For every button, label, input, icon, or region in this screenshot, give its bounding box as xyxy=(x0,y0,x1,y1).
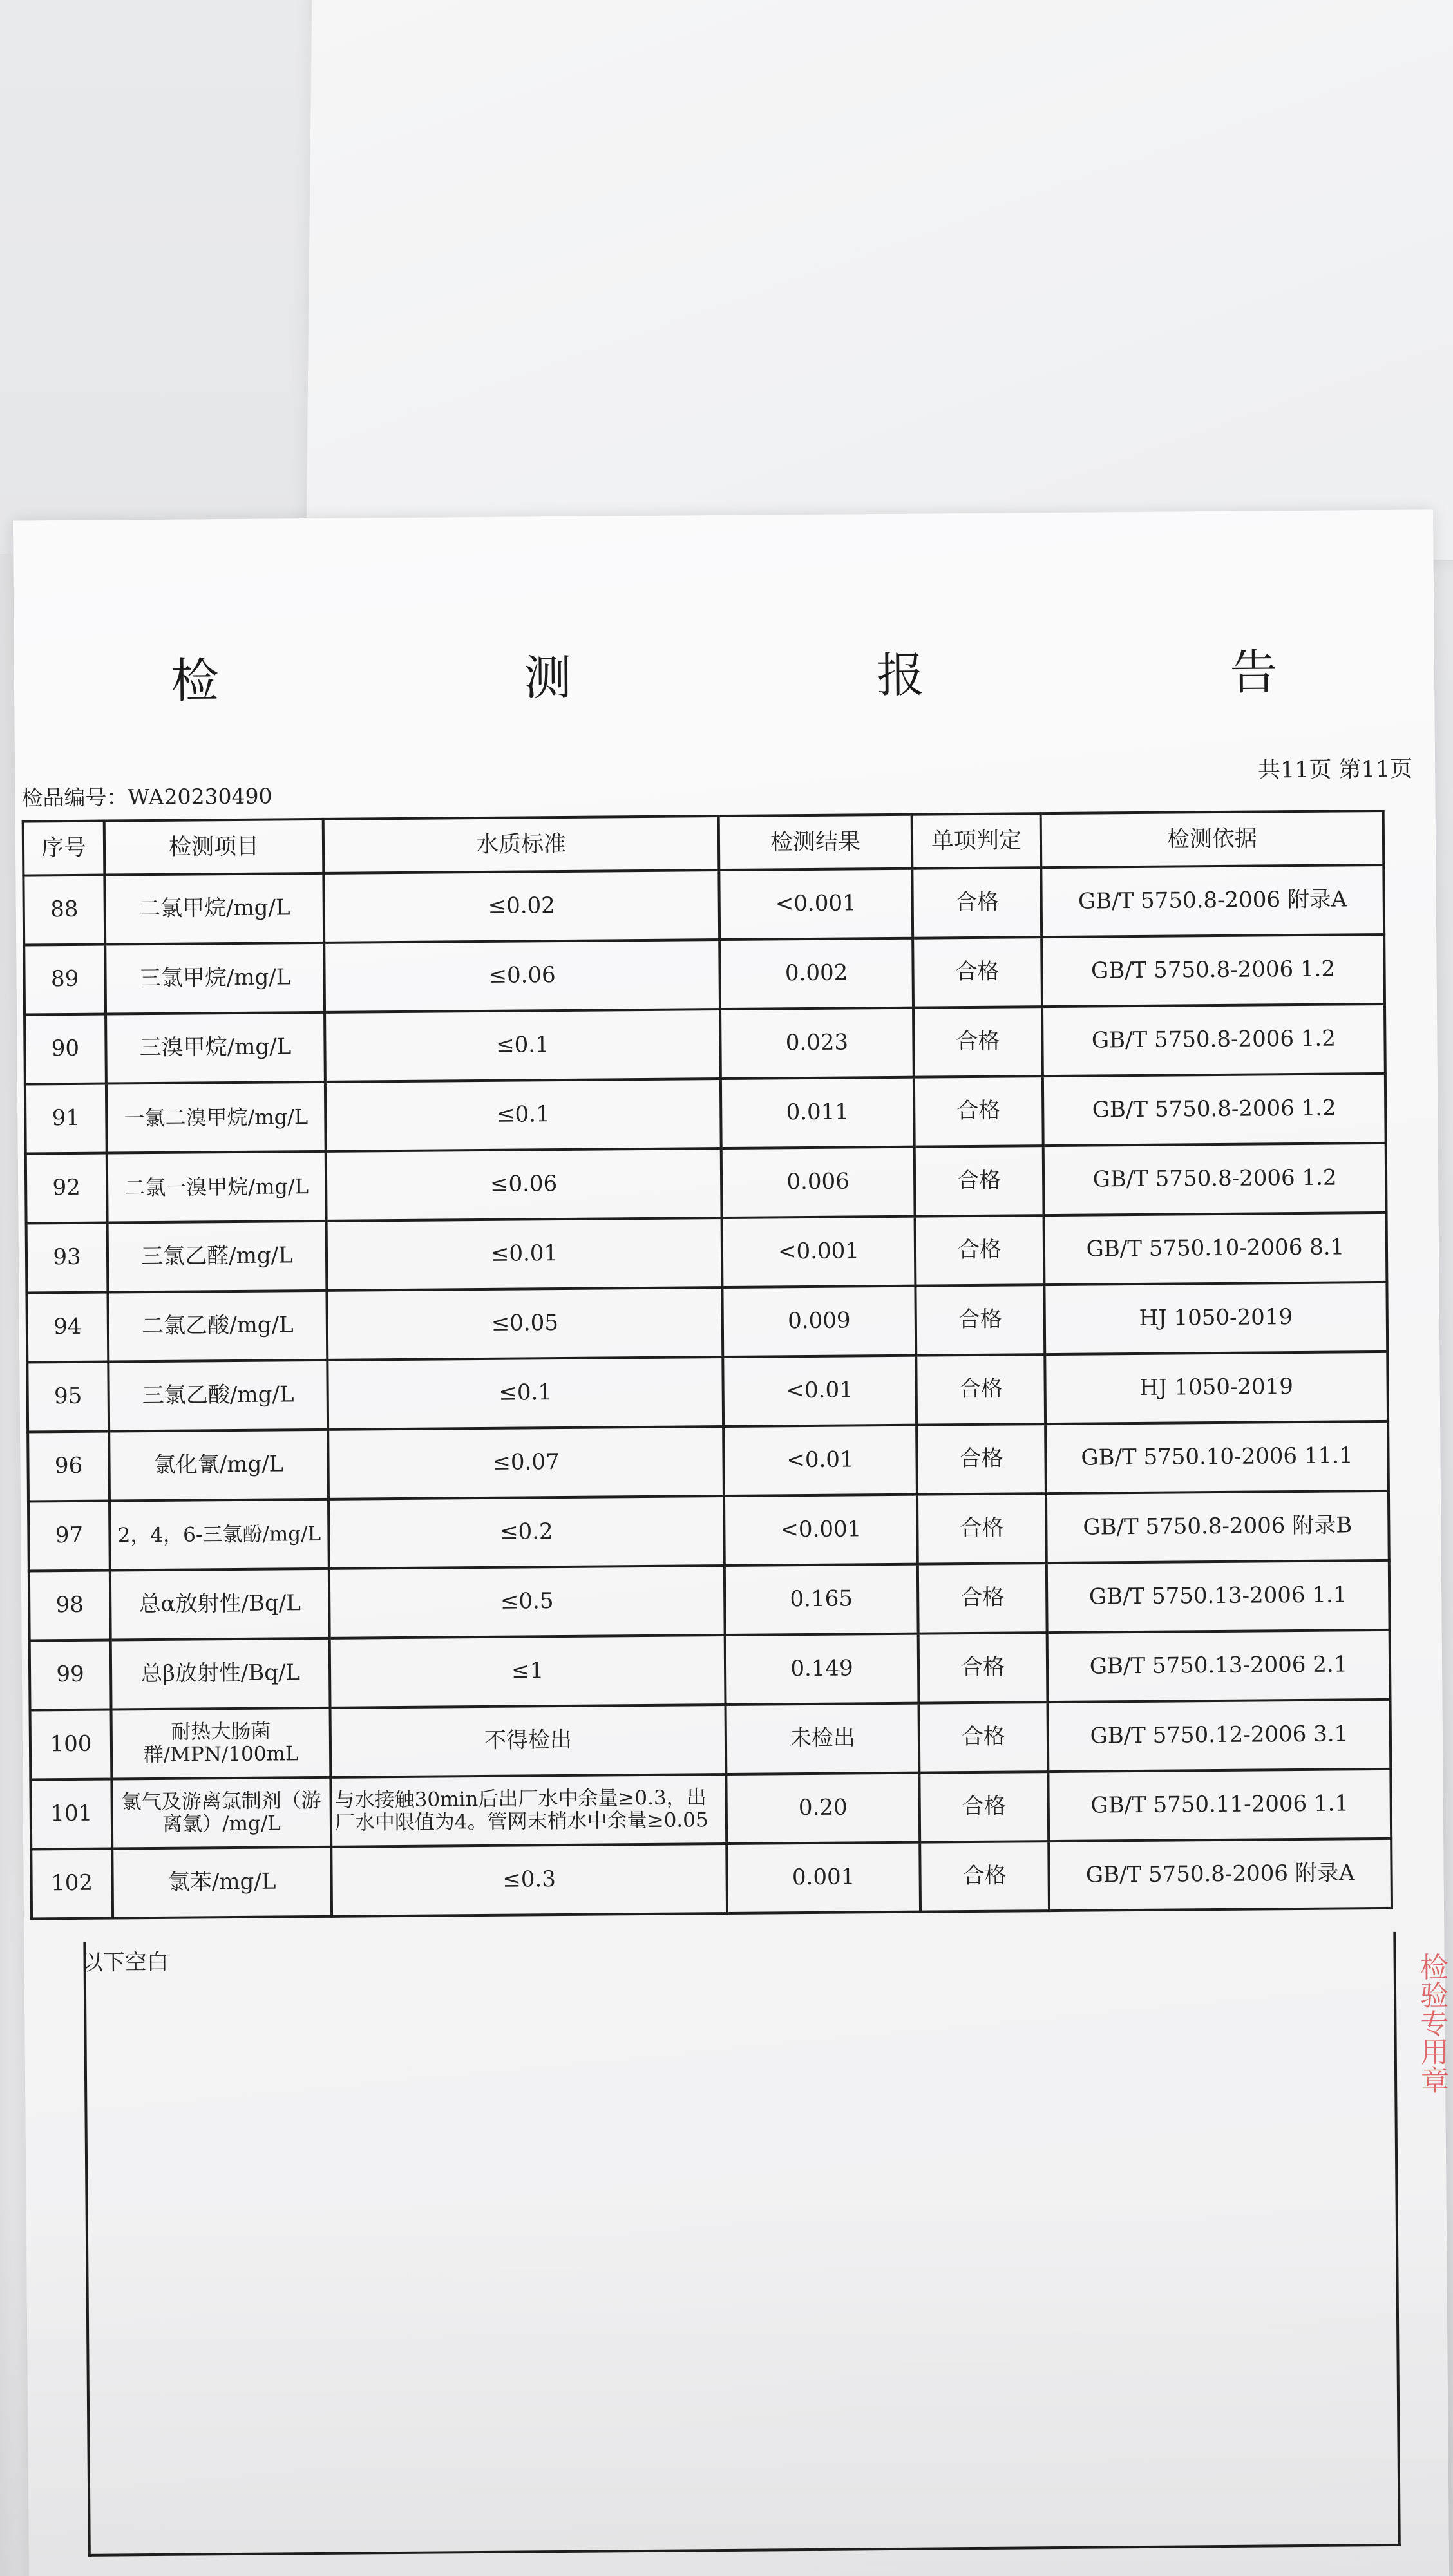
cell-method: GB/T 5750.8-2006 附录B xyxy=(1046,1491,1389,1563)
cell-result: 0.023 xyxy=(720,1008,914,1079)
cell-standard: ≤0.2 xyxy=(328,1496,725,1569)
table-row xyxy=(30,1630,1391,1710)
cell-item: 总α放射性/Bq/L xyxy=(110,1569,330,1640)
cell-judgement: 合格 xyxy=(913,1007,1043,1077)
cell-standard: ≤0.1 xyxy=(325,1009,721,1082)
cell-result: <0.01 xyxy=(723,1356,916,1426)
cell-method: GB/T 5750.8-2006 1.2 xyxy=(1042,1004,1385,1076)
cell-method: GB/T 5750.13-2006 1.1 xyxy=(1047,1560,1390,1633)
cell-standard: ≤0.02 xyxy=(323,870,719,943)
cell-item: 氯气及游离氯制剂（游离氯）/mg/L xyxy=(111,1777,331,1849)
cell-method: GB/T 5750.12-2006 3.1 xyxy=(1047,1700,1391,1772)
cell-standard: ≤0.01 xyxy=(327,1218,723,1291)
cell-method: GB/T 5750.13-2006 2.1 xyxy=(1047,1630,1391,1702)
cell-method: GB/T 5750.8-2006 1.2 xyxy=(1043,1143,1387,1215)
cell-no: 97 xyxy=(28,1501,110,1571)
cell-judgement: 合格 xyxy=(916,1424,1046,1495)
table-row xyxy=(24,934,1385,1015)
cell-result: 0.165 xyxy=(725,1564,918,1635)
cell-standard: ≤0.07 xyxy=(328,1426,724,1499)
cell-standard: ≤0.1 xyxy=(325,1079,721,1151)
cell-no: 96 xyxy=(28,1432,109,1502)
sample-number-label: 检品编号： xyxy=(21,784,128,811)
cell-no: 90 xyxy=(24,1014,106,1084)
sample-number xyxy=(21,780,272,812)
cell-judgement: 合格 xyxy=(918,1702,1048,1773)
cell-item: 耐热大肠菌群/MPN/100mL xyxy=(111,1708,331,1779)
table-row xyxy=(26,1213,1387,1293)
table-row xyxy=(29,1560,1390,1641)
cell-result: 0.149 xyxy=(725,1634,919,1705)
cell-item: 二氯乙酸/mg/L xyxy=(108,1291,327,1362)
table-row xyxy=(23,865,1384,945)
cell-result: <0.01 xyxy=(723,1425,917,1496)
table-row xyxy=(24,1004,1385,1084)
cell-result: 0.006 xyxy=(721,1147,915,1218)
cell-method: GB/T 5750.8-2006 1.2 xyxy=(1043,1074,1386,1146)
cell-result: <0.001 xyxy=(719,869,913,940)
cell-result: 0.011 xyxy=(721,1077,915,1148)
cell-method: GB/T 5750.8-2006 1.2 xyxy=(1041,934,1385,1007)
report-title: 检 测 报 告 xyxy=(171,643,1407,709)
table-row xyxy=(26,1282,1387,1363)
table-row xyxy=(31,1839,1392,1919)
cell-method: GB/T 5750.10-2006 8.1 xyxy=(1044,1213,1387,1285)
cell-judgement: 合格 xyxy=(915,1285,1045,1356)
cell-standard: 不得检出 xyxy=(330,1705,726,1777)
cell-judgement: 合格 xyxy=(920,1841,1049,1912)
cell-judgement: 合格 xyxy=(919,1772,1049,1842)
cell-method: HJ 1050-2019 xyxy=(1044,1282,1387,1354)
cell-item: 总β放射性/Bq/L xyxy=(111,1638,330,1710)
cell-no: 99 xyxy=(30,1640,111,1710)
cell-no: 100 xyxy=(30,1710,112,1780)
cell-judgement: 合格 xyxy=(917,1493,1047,1564)
cell-judgement: 合格 xyxy=(915,1146,1044,1217)
cell-item: 二氯一溴甲烷/mg/L xyxy=(107,1151,327,1223)
cell-item: 二氯甲烷/mg/L xyxy=(104,873,324,945)
sample-number-value: WA20230490 xyxy=(128,783,272,810)
cell-no: 89 xyxy=(24,945,106,1015)
cell-result: <0.001 xyxy=(722,1217,916,1287)
cell-item: 2，4，6-三氯酚/mg/L xyxy=(109,1499,329,1571)
cell-no: 88 xyxy=(23,875,105,945)
column-header-result: 检测结果 xyxy=(719,815,913,870)
stamp-text: 检验专用章 xyxy=(1414,1952,1449,2094)
cell-item: 三氯乙酸/mg/L xyxy=(108,1360,328,1432)
cell-method: GB/T 5750.11-2006 1.1 xyxy=(1048,1769,1391,1841)
cell-result: 0.009 xyxy=(722,1286,916,1357)
cell-item: 氯化氰/mg/L xyxy=(109,1430,328,1501)
cell-no: 93 xyxy=(26,1223,108,1293)
cell-no: 101 xyxy=(30,1779,112,1850)
cell-result: 0.20 xyxy=(726,1773,920,1844)
cell-method: HJ 1050-2019 xyxy=(1045,1352,1388,1424)
cell-no: 102 xyxy=(31,1849,113,1919)
cell-result: 0.002 xyxy=(719,938,913,1009)
cell-item: 一氯二溴甲烷/mg/L xyxy=(106,1082,326,1153)
background-paper xyxy=(306,0,1453,560)
cell-method: GB/T 5750.8-2006 附录A xyxy=(1041,865,1384,937)
cell-method: GB/T 5750.8-2006 附录A xyxy=(1049,1839,1392,1911)
table-row xyxy=(26,1143,1387,1224)
table-row xyxy=(30,1769,1391,1850)
column-header-judgement: 单项判定 xyxy=(912,813,1041,869)
cell-item: 三氯甲烷/mg/L xyxy=(105,943,325,1014)
cell-standard: 与水接触30min后出厂水中余量≥0.3，出厂水中限值为4。管网末梢水中余量≥0.05 xyxy=(330,1774,726,1847)
cell-item: 三氯乙醛/mg/L xyxy=(108,1221,327,1293)
cell-standard: ≤0.05 xyxy=(327,1287,723,1360)
cell-method: GB/T 5750.10-2006 11.1 xyxy=(1045,1421,1389,1493)
column-header-no: 序号 xyxy=(23,821,105,876)
cell-result: 0.001 xyxy=(726,1842,920,1913)
cell-standard: ≤0.3 xyxy=(331,1844,727,1917)
cell-judgement: 合格 xyxy=(918,1563,1047,1634)
cell-standard: ≤1 xyxy=(330,1635,726,1708)
column-header-item: 检测项目 xyxy=(104,819,324,875)
cell-standard: ≤0.06 xyxy=(324,940,720,1012)
blank-below-note: 以下空白 xyxy=(81,1949,169,1976)
cell-judgement: 合格 xyxy=(912,867,1041,938)
results-table xyxy=(22,810,1393,1920)
cell-item: 氯苯/mg/L xyxy=(112,1847,332,1918)
cell-result: <0.001 xyxy=(724,1495,918,1566)
cell-judgement: 合格 xyxy=(914,1076,1043,1147)
cell-judgement: 合格 xyxy=(918,1633,1048,1703)
blank-area-frame xyxy=(83,1932,1400,2557)
cell-no: 94 xyxy=(26,1293,108,1363)
cell-no: 91 xyxy=(25,1084,107,1154)
column-header-standard: 水质标准 xyxy=(323,816,719,873)
table-row xyxy=(30,1700,1391,1780)
cell-standard: ≤0.5 xyxy=(329,1566,725,1638)
table-row xyxy=(25,1074,1386,1154)
cell-result: 未检出 xyxy=(726,1703,920,1774)
table-row xyxy=(28,1421,1389,1502)
cell-item: 三溴甲烷/mg/L xyxy=(106,1012,325,1084)
report-page xyxy=(13,509,1449,2576)
cell-judgement: 合格 xyxy=(913,937,1042,1008)
table-row xyxy=(27,1352,1388,1432)
column-header-method: 检测依据 xyxy=(1041,811,1384,867)
cell-standard: ≤0.06 xyxy=(326,1148,722,1221)
inspection-stamp xyxy=(1411,1952,1452,2197)
cell-no: 95 xyxy=(27,1362,109,1432)
cell-no: 92 xyxy=(26,1153,108,1224)
cell-no: 98 xyxy=(29,1571,111,1641)
page-info: 共11页 第11页 xyxy=(1257,756,1413,784)
table-row xyxy=(28,1491,1389,1571)
cell-judgement: 合格 xyxy=(915,1215,1045,1286)
cell-standard: ≤0.1 xyxy=(327,1357,723,1430)
cell-judgement: 合格 xyxy=(916,1354,1045,1425)
